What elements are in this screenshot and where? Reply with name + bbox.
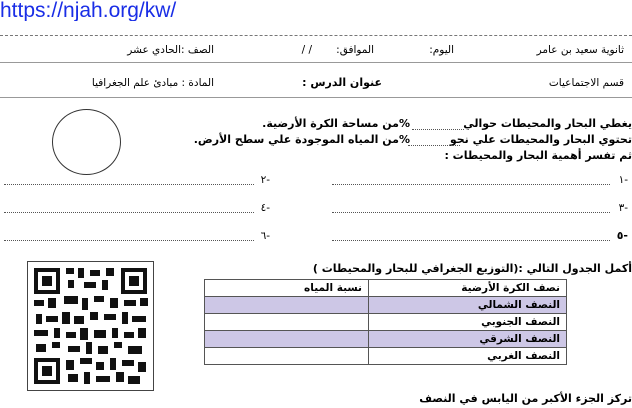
table-row — [205, 331, 567, 348]
answer-blank-q1[interactable] — [412, 129, 464, 130]
item-5-number: -٥ — [616, 229, 628, 242]
row-label-east: النصف الشرقي — [369, 331, 567, 348]
source-url[interactable]: https://njah.org/kw/ — [0, 0, 177, 21]
question-2-tail: %من المياه الموجودة علي سطح الأرض. — [193, 133, 410, 146]
table-row — [205, 297, 567, 314]
header-divider — [0, 62, 632, 63]
qr-code-image — [28, 262, 153, 390]
water-ratio-cell[interactable] — [205, 297, 369, 314]
school-name: ثانوية سعيد بن عامر — [536, 44, 624, 56]
section-divider — [0, 97, 632, 98]
footer-question: تركز الجزء الأكبر من اليابس في النصف — [419, 392, 632, 405]
table-row — [205, 314, 567, 331]
col-hemisphere: نصف الكرة الأرضية — [369, 280, 567, 297]
table-header-row — [205, 280, 567, 297]
item-4-blank[interactable] — [4, 212, 254, 213]
subject-label: المادة : مبادئ علم الجغرافيا — [91, 77, 214, 89]
answer-blank-q2[interactable] — [408, 145, 460, 146]
row-label-north: النصف الشمالي — [369, 297, 567, 314]
item-3-number: -٣ — [618, 202, 628, 214]
table-instruction: أكمل الجدول التالي :(التوزيع الجغرافي للبحار والمحيطات ) — [312, 262, 632, 275]
day-label: اليوم: — [429, 44, 454, 56]
question-3: ثم تفسر أهمية البحار والمحيطات : — [444, 149, 632, 162]
water-ratio-cell[interactable] — [205, 348, 369, 365]
qr-code[interactable] — [27, 261, 154, 391]
item-5-blank[interactable] — [332, 240, 610, 241]
distribution-table — [204, 279, 567, 365]
item-1-number: -١ — [618, 174, 628, 186]
water-ratio-cell[interactable] — [205, 331, 369, 348]
item-3-blank[interactable] — [332, 212, 610, 213]
water-ratio-cell[interactable] — [205, 314, 369, 331]
item-4-number: -٤ — [260, 202, 270, 214]
item-6-number: -٦ — [260, 230, 270, 242]
date-slashes: / / — [301, 44, 312, 56]
table-row — [205, 348, 567, 365]
col-water-ratio: نسبة المياه — [205, 280, 369, 297]
item-2-number: -٢ — [260, 174, 270, 186]
question-1-tail: %من مساحة الكرة الأرضية. — [262, 117, 410, 130]
department-label: قسم الاجتماعيات — [548, 77, 624, 89]
date-label: الموافق: — [336, 44, 374, 56]
question-2: تحتوي البحار والمحيطات علي نحو — [449, 133, 632, 146]
row-label-west: النصف الغربي — [369, 348, 567, 365]
question-1: يغطي البحار والمحيطات حوالي — [463, 117, 632, 130]
grade-label: الصف :الحادي عشر — [127, 44, 214, 56]
lesson-title-label: عنوان الدرس : — [302, 76, 382, 89]
item-2-blank[interactable] — [4, 184, 254, 185]
answer-circle — [52, 109, 121, 175]
item-6-blank[interactable] — [4, 240, 254, 241]
row-label-south: النصف الجنوبي — [369, 314, 567, 331]
